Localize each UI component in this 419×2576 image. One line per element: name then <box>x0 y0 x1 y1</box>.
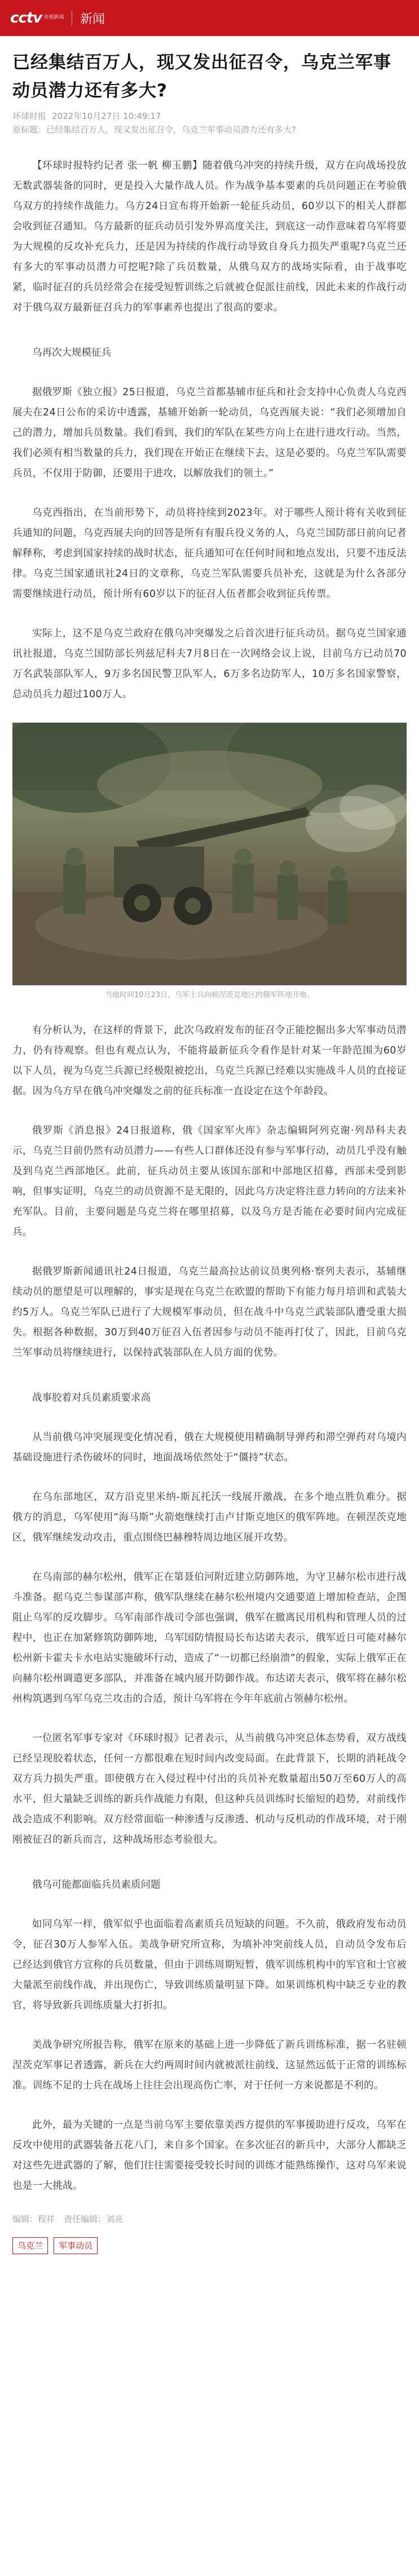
article <box>0 36 419 2277</box>
paragraph: 从当前俄乌冲突展现变化情况看，俄在大规模使用精确制导弹药和滞空弹药对乌境内基础设施进行杀伤破坏的同时，地面战场依然处于“僵持”状态。 <box>12 1432 407 1463</box>
article-date: 2022年10月27日 10:49:17 <box>52 111 161 121</box>
subheading: 战事胶着对兵员素质要求高 <box>32 1392 151 1404</box>
cctv-logo[interactable] <box>10 10 42 26</box>
subheading: 俄乌可能都面临兵员素质问题 <box>32 1879 161 1891</box>
paragraph: 俄罗斯《消息报》24日报道称，俄《国家军火库》杂志编辑阿列克谢·列昂科夫表示，乌克兰目前仍然有动员潜力——有些人口群体还没有参与军事行动，动员几乎没有触及到乌克兰西部地区。此前，征兵动员主要从该国东部和中部地区招募，西部未受到影响，但事实证明，乌克兰的动员资源不是无限的，因此乌方决定将注意力转向的方法来补充军队。目前，主要问题是乌克兰将在哪里招募，以及乌方是否能在必要时间内完成征兵。 <box>12 1125 407 1238</box>
editor-in-charge: 责任编辑：刘亮 <box>64 2214 124 2224</box>
editor-name: 编辑：程祥 <box>12 2214 55 2224</box>
paragraph: 据俄罗斯新闻通讯社24日报道，乌克兰最高拉达前议员奥列格·察列夫表示，基辅继续动员的愿望是可以理解的，事实是现在乌克兰在欧盟的帮助下有能力每月培训和武装大约5万人。乌克兰军队已进行了大规模军事动员，但在战斗中乌克兰武装部队遭受重大损失。根据各种数据，30万到40万征召入伍者因参与动员不能再打仗了，因此，目前乌克兰军事动员将继续进行，以保持武装部队在人员方面的优势。 <box>12 1266 407 1358</box>
paragraph: 如同乌军一样，俄军似乎也面临着高素质兵员短缺的问题。不久前，俄政府发布动员令，征召30万人参军入伍。美战争研究所宣称，为填补冲突前线人员，自动员令发布后已经达到俄官方宣称的兵员数量，但由于训练周期短暂，俄军训练机构中的军官和士官被大量派至前线作战，并出现伤亡，导致训练质量明显下降。如果训练机构中缺乏专业的教官，将导致新兵训练质量大打折扣。 <box>12 1919 407 2011</box>
article-body <box>12 156 407 2196</box>
paragraph: 在乌南部的赫尔松州，俄军正在第聂伯河附近建立防御阵地，为守卫赫尔松市进行战斗准备。据乌克兰参谋部声称，俄军队继续在赫尔松州境内交通要道上增加检查站，企图阻止乌军的反攻脚步。乌军南部作战司令部也强调，俄军在撤离民用机构和管理人员的过程中，也正在加紧修筑防御阵地，乌军国防情报局长布达诺夫表示，俄军近日可能对赫尔松州新卡霍夫卡水电站实施破坏行动，造成了“一切都已经崩溃”的假象，实际上俄军正在向赫尔松州调遣更多部队，并准备在城内展开防御作战。布达诺夫表示，俄军将在赫尔松州构筑遇到乌军乌克兰攻击的合适，预计乌军将在今年年底前占领赫尔松州。 <box>12 1572 407 1705</box>
paragraph: 实际上，这不是乌克兰政府在俄乌冲突爆发之后首次进行征兵动员。据乌克兰国家通讯社报道，乌克兰国防部长列兹尼科夫7月8日在一次网络会议上说，目前乌方已动员70万名武装部队军人，9万多名国民警卫队军人，6万多名边防军人，10万多名国家警察，总动员兵力超过100万人。 <box>12 628 407 700</box>
photo-illustration <box>12 723 407 985</box>
tag-list <box>12 2237 407 2254</box>
paragraph: 一位匿名军事专家对《环球时报》记者表示，从当前俄乌冲突总体态势看，双方战线已经呈现胶着状态，任何一方都很难在短时间内改变局面。在此背景下，长期的消耗战令双方兵力损失严重。即使俄方在入侵过程中付出的兵员补充数量超出50万至60万人的高水平，但大量缺乏训练的新兵作战能力有限，但这种兵员训练时长缩短的趋势，对前线作战会造成不利影响。双方经常面临一种渗透与反渗透、机动与反机动的作战环境，对于刚刚被征召的新兵而言，这种战场形态考验很大。 <box>12 1733 407 1845</box>
paragraph: 有分析认为，在这样的背景下，此次乌政府发布的征召令正能挖掘出多大军事动员潜力，仍有待观察。但也有观点认为，不能将最新征兵令看作是针对某一年龄范围为60岁以下人员，视为乌克兰兵源已经极限被挖出，乌克兰兵源已经难以实施战斗人员的直接证据。因为乌方早在俄乌冲突爆发之前的征兵标准一直设定在这个年龄段。 <box>12 1025 407 1097</box>
logo-text: cctv <box>10 10 42 26</box>
tag-military-mobilization[interactable]: 军事动员 <box>54 2237 98 2254</box>
artillery-photo <box>12 723 407 985</box>
article-meta <box>12 109 407 123</box>
paragraph: 美战争研究所报告称，俄军在原来的基础上进一步降低了新兵训练标准，据一名驻顿涅茨克军事记者透露，新兵在大约两周时间内就被派往前线，这显然远低于正常的训练标准。训练不足的士兵在战场上往往会出现高伤亡率，对于任何一方来说都是不利的。 <box>12 2039 407 2091</box>
paragraph: 【环球时报特约记者 张一帆 柳玉鹏】随着俄乌冲突的持续升级，双方在向战场投放无数武器装备的同时，更是投入大量作战人员。作为战争基本要素的兵员问题正在考验俄乌双方的持续作战能力。乌方24日宣布将开始新一轮征兵动员，60岁以下的相关人群都会收到征召通知。乌方最新的征兵动员引发外界高度关注，到底这一动作意味着乌军将要为大规模的反攻补充兵力，还是因为持续的作战行动导致自身兵力损失严重呢?乌克兰还有多大的军事动员潜力可挖呢?除了兵员数量，从俄乌双方的战场实际看，由于战事吃紧，临时征召的兵员经常会在接受短暂训练之后就被仓促派往前线，因此未来的作战行动对于俄乌双方最新征召兵力的军事素养也提出了很高的要求。 <box>12 160 407 313</box>
paragraph: 在乌东部地区，双方沿克里米纳-斯瓦托沃一线展开激战，在多个地点胜负难分。据俄方的消息，乌军使用“海马斯”火箭炮继续打击卢甘斯克地区的俄军阵地。在顿涅茨克地区，俄军继续发动攻击，重点围绕巴赫穆特周边地区展开攻势。 <box>12 1491 407 1543</box>
paragraph: 据俄罗斯《独立报》25日报道，乌克兰首都基辅市征兵和社会支持中心负责人乌克西展夫在24日公布的采访中透露，基辅开始新一轮动员，乌克西展夫说：“我们必须增加自己的潜力，增加兵员数量。我们看到，我们的军队在某些方向上在进行进攻行动。当然，我们必须有相当数量的兵力，我们现在开始正在继续下去，这是必要的。乌克兰军队需要兵员，不仅用于防御，还要用于进攻，以解放我们的领土。” <box>12 387 407 479</box>
top-header <box>0 0 419 36</box>
editor-line <box>12 2213 407 2225</box>
paragraph: 此外，最为关键的一点是当前乌军主要依靠美西方提供的军事援助进行反攻，乌军在反攻中使用的武器装备五花八门，来自多个国家。在多次征召的新兵中，大部分人都缺乏对这些先进武器的了解，他们往往需要接受较长时间的训练才能熟练操作，这对乌军来说也是一大挑战。 <box>12 2119 407 2192</box>
logo-subtitle: 央视新闻 <box>43 15 64 21</box>
section-title: 新闻 <box>80 12 105 26</box>
original-title-line: 原标题：已经集结百万人，现又发出征召令，乌克兰军事动员潜力还有多大? <box>12 125 296 135</box>
tag-ukraine[interactable]: 乌克兰 <box>12 2237 48 2254</box>
article-title: 已经集结百万人，现又发出征召令，乌克兰军事动员潜力还有多大? <box>12 52 391 101</box>
subheading: 乌再次大规模征兵 <box>32 347 111 358</box>
article-source: 环球时报 <box>12 111 47 121</box>
photo-caption: 当地时间10月23日，乌军士兵向顿涅茨克地区的俄军阵地开炮。 <box>104 991 315 999</box>
paragraph: 乌克西指出，在当前形势下，动员将持续到2023年。对于哪些人预计将有关收到征兵通知的问题，乌克西展夫向的回答是所有有服兵役义务的人，乌克兰国防部日前向记者解释称，考虑到国家持续的战时状态，征兵通知可在任何时间和地点发出，只要不违反法律。乌克兰国家通讯社24日的文章称，乌克兰军队需要兵员补充，这就是为什么各部分需要继续进行动员，预计所有60岁以下的征召人伍者都会收到征兵传票。 <box>12 507 407 600</box>
